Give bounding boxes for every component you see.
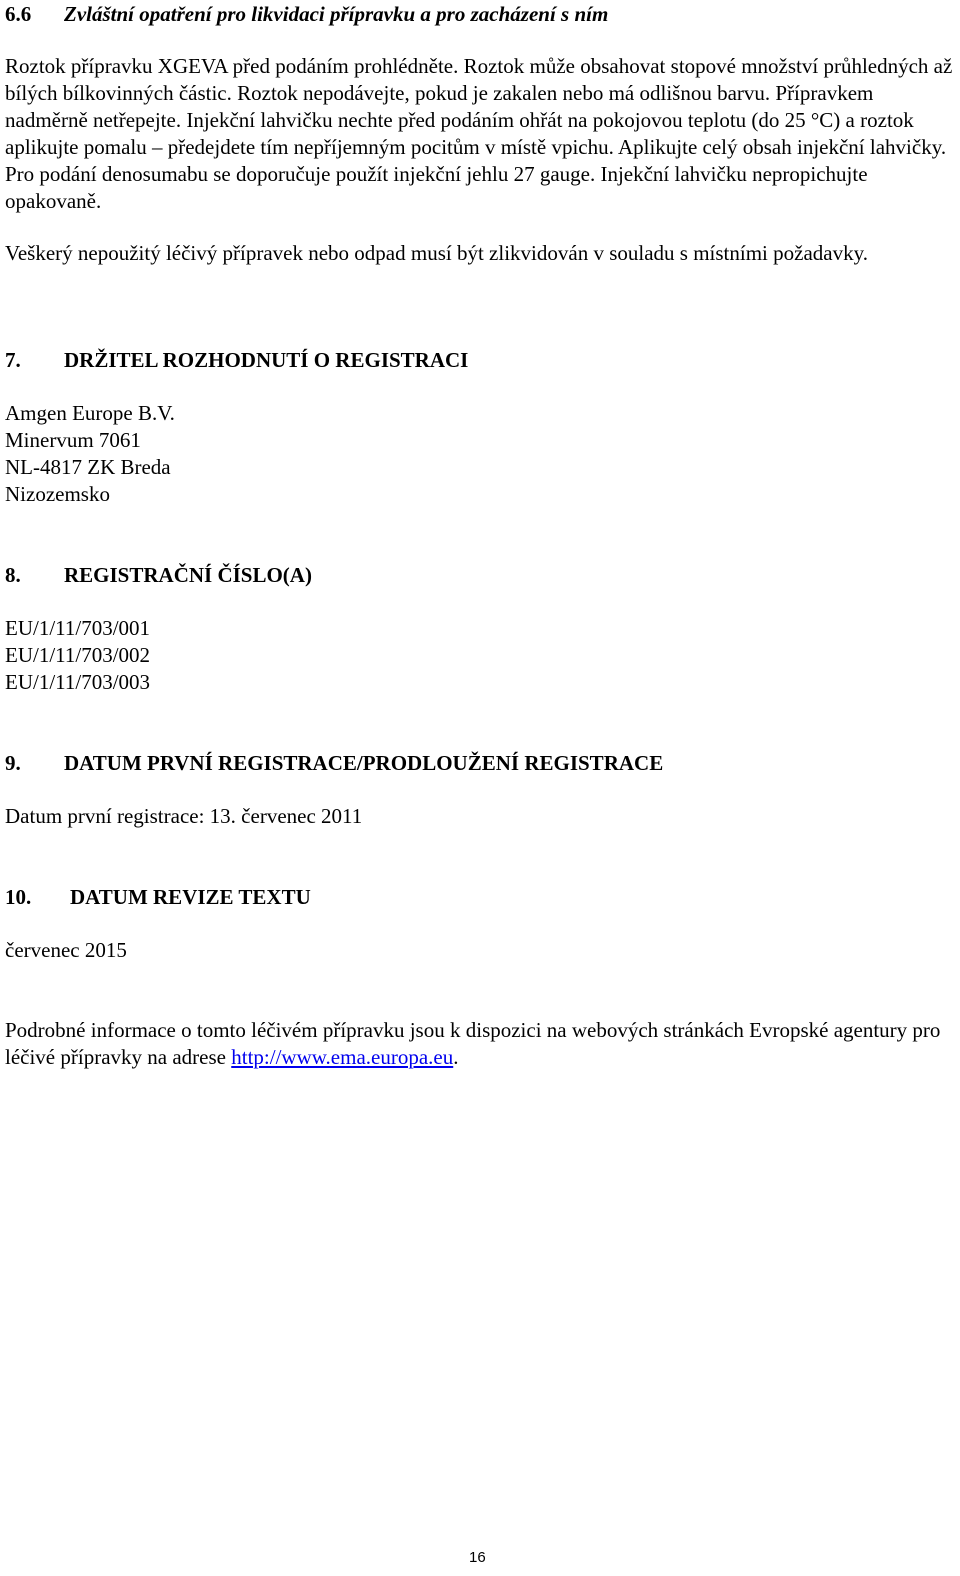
registration-number: EU/1/11/703/003 xyxy=(5,670,151,694)
marketing-authorisation-holder-address xyxy=(5,400,175,508)
address-line: Nizozemsko xyxy=(5,482,110,506)
address-line: NL-4817 ZK Breda xyxy=(5,455,171,479)
section-title: REGISTRAČNÍ ČÍSLO(A) xyxy=(64,563,312,587)
page-number: 16 xyxy=(469,1549,486,1566)
document-page xyxy=(5,0,955,1576)
address-line: Minervum 7061 xyxy=(5,428,141,452)
section-6-6-paragraph-2: Veškerý nepoužitý léčivý přípravek nebo odpad musí být zlikvidován v souladu s místními požadavky. xyxy=(5,241,868,265)
section-number: 9. xyxy=(5,751,21,775)
registration-number: EU/1/11/703/001 xyxy=(5,616,151,640)
section-title: DATUM PRVNÍ REGISTRACE/PRODLOUŽENÍ REGISTRACE xyxy=(64,751,664,775)
ema-info-period: . xyxy=(453,1045,459,1069)
section-title: Zvláštní opatření pro likvidaci přípravku a pro zacházení s ním xyxy=(64,2,609,26)
revision-date xyxy=(5,937,127,964)
ema-info-text: Podrobné informace o tomto léčivém přípravku jsou k dispozici na webových stránkách Evropské agentury pro léčivé přípravky na adrese xyxy=(5,1018,941,1069)
ema-website-link[interactable]: http://www.ema.europa.eu xyxy=(231,1045,454,1069)
section-6-6-paragraph-1: Roztok přípravku XGEVA před podáním prohlédněte. Roztok může obsahovat stopové množství průhledných až bílých bílkovinných částic. Roztok nepodávejte, pokud je zakalen nebo má odlišnou barvu. Přípravkem nadměrně netřepejte. Injekční lahvičku nechte před podáním ohřát na pokojovou teplotu (do 25 °C) a roztok aplikujte pomalu – předejdete tím nepříjemným pocitům v místě vpichu. Aplikujte celý obsah injekční lahvičky. Pro podání denosumabu se doporučuje použít injekční jehlu 27 gauge. Injekční lahvičku nepropichujte opakovaně. xyxy=(5,54,953,213)
section-title: DRŽITEL ROZHODNUTÍ O REGISTRACI xyxy=(64,348,469,372)
section-number: 6.6 xyxy=(5,2,32,26)
section-number: 7. xyxy=(5,348,21,372)
registration-numbers xyxy=(5,615,150,696)
section-number: 10. xyxy=(5,885,32,909)
section-title: DATUM REVIZE TEXTU xyxy=(70,885,311,909)
address-line: Amgen Europe B.V. xyxy=(5,401,175,425)
revision-date-text: červenec 2015 xyxy=(5,938,127,962)
first-registration-text: Datum první registrace: 13. červenec 2011 xyxy=(5,804,363,828)
registration-number: EU/1/11/703/002 xyxy=(5,643,151,667)
section-number: 8. xyxy=(5,563,21,587)
ema-information-paragraph xyxy=(5,1017,955,1071)
first-registration-date xyxy=(5,803,362,830)
